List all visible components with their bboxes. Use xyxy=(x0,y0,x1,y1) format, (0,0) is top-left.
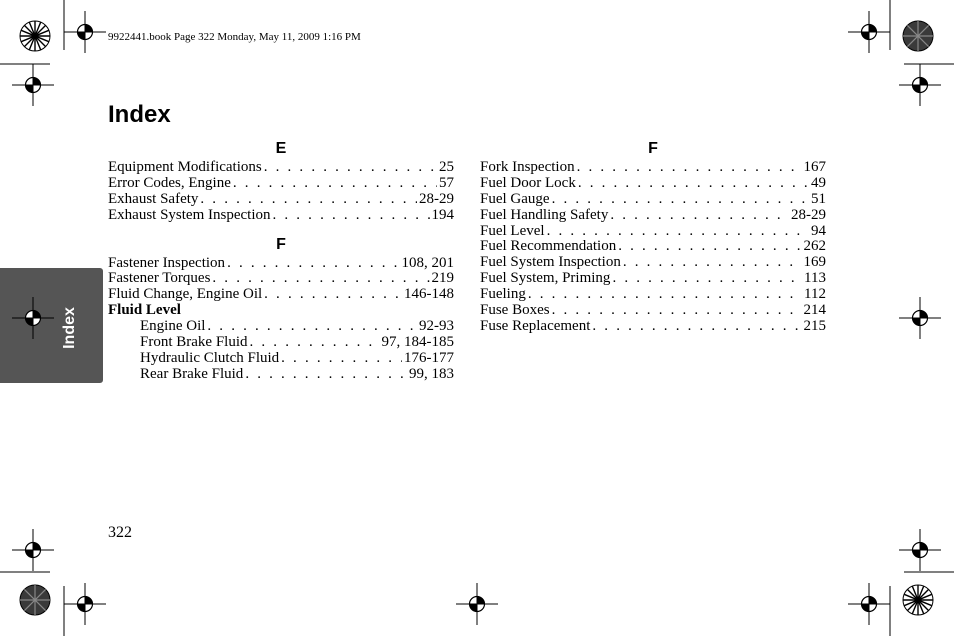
entry-term: Fuel System, Priming xyxy=(480,270,611,287)
starburst-target-icon xyxy=(903,585,933,615)
section-letter: F xyxy=(648,140,658,157)
index-entry xyxy=(480,303,826,319)
entry-term: Fuel System Inspection xyxy=(480,254,621,271)
leader-dots xyxy=(264,160,437,176)
entry-term: Engine Oil xyxy=(140,318,206,335)
index-entry xyxy=(480,287,826,303)
index-entry xyxy=(108,176,454,192)
registration-crosshair-icon xyxy=(456,583,498,625)
entry-page: 25 xyxy=(439,159,454,175)
entry-page: 28-29 xyxy=(791,206,826,223)
index-column-right xyxy=(480,138,826,335)
entry-term: Exhaust Safety xyxy=(108,190,199,207)
entry-term: Equipment Modifications xyxy=(108,159,262,175)
entry-page: 113 xyxy=(804,270,826,287)
section-letter: E xyxy=(275,140,287,157)
entry-page: 112 xyxy=(804,286,826,303)
entry-page: 108, 201 xyxy=(401,254,454,271)
entry-term: Fastener Inspection xyxy=(108,254,226,271)
leader-dots xyxy=(618,239,801,255)
entry-page: 99, 183 xyxy=(409,365,454,382)
registration-crosshair-icon xyxy=(12,529,54,571)
leader-dots xyxy=(577,160,802,176)
leader-dots xyxy=(207,319,417,335)
index-entry xyxy=(108,192,454,208)
leader-dots xyxy=(250,335,380,351)
entry-term: Fuel Handling Safety xyxy=(480,206,609,223)
leader-dots xyxy=(272,208,429,224)
index-entry xyxy=(480,176,826,192)
registration-crosshair-icon xyxy=(12,297,54,339)
starburst-target-icon xyxy=(20,21,50,51)
index-entry xyxy=(108,287,454,303)
registration-crosshair-icon xyxy=(848,583,890,625)
entry-term: Rear Brake Fluid xyxy=(140,365,244,382)
leader-dots xyxy=(552,303,802,319)
leader-dots xyxy=(212,271,429,287)
index-subentry xyxy=(108,319,454,335)
section-letter: F xyxy=(276,235,286,253)
entry-term: Front Brake Fluid xyxy=(140,334,248,351)
entry-page: 28-29 xyxy=(419,190,454,207)
registration-crosshair-icon xyxy=(64,11,106,53)
entry-page: 194 xyxy=(431,206,454,223)
leader-dots xyxy=(547,224,809,240)
index-entry xyxy=(480,224,826,240)
entry-term: Error Codes, Engine xyxy=(108,174,231,191)
registration-crosshair-icon xyxy=(899,64,941,106)
side-tab-label: Index xyxy=(61,307,78,349)
leader-dots xyxy=(578,176,809,192)
page-number: 322 xyxy=(108,524,132,541)
leader-dots xyxy=(612,271,802,287)
entry-term: Fastener Torques xyxy=(108,270,211,287)
entry-term: Fuse Boxes xyxy=(480,302,550,319)
entry-page: 262 xyxy=(803,238,826,255)
registration-crosshair-icon xyxy=(848,11,890,53)
index-entry xyxy=(480,319,826,335)
entry-page: 57 xyxy=(439,174,454,191)
leader-dots xyxy=(528,287,802,303)
entry-term: Fuel Door Lock xyxy=(480,174,576,191)
index-column-left xyxy=(108,138,454,383)
entry-term: Fuse Replacement xyxy=(480,317,591,334)
index-entry xyxy=(480,160,826,176)
index-entry xyxy=(480,271,826,287)
index-subentry xyxy=(108,351,454,367)
entry-page: 176-177 xyxy=(404,349,454,366)
entry-page: 51 xyxy=(811,190,826,207)
index-subentry xyxy=(108,335,454,351)
registration-crosshair-icon xyxy=(64,583,106,625)
entry-term: Fuel Recommendation xyxy=(480,238,617,255)
index-heading-entry: Fluid Level xyxy=(108,302,181,319)
entry-page: 97, 184-185 xyxy=(381,334,454,351)
entry-term: Exhaust System Inspection xyxy=(108,206,271,223)
starburst-target-icon xyxy=(903,21,933,51)
index-entry xyxy=(480,192,826,208)
entry-page: 169 xyxy=(803,254,826,271)
index-subentry xyxy=(108,367,454,383)
leader-dots xyxy=(233,176,437,192)
leader-dots xyxy=(623,255,802,271)
leader-dots xyxy=(264,287,402,303)
index-entry xyxy=(108,256,454,272)
index-entry xyxy=(108,208,454,224)
entry-term: Fuel Gauge xyxy=(480,190,550,207)
index-entry xyxy=(108,160,454,176)
leader-dots xyxy=(610,208,789,224)
index-entry xyxy=(480,255,826,271)
index-entry xyxy=(108,271,454,287)
entry-term: Hydraulic Clutch Fluid xyxy=(140,349,280,366)
index-entry xyxy=(480,239,826,255)
page-title: Index xyxy=(108,101,171,128)
print-header-line: 9922441.book Page 322 Monday, May 11, 2009 1:16 PM xyxy=(108,31,361,43)
registration-crosshair-icon xyxy=(899,529,941,571)
entry-term: Fuel Level xyxy=(480,222,545,239)
entry-term: Fluid Change, Engine Oil xyxy=(108,286,263,303)
leader-dots xyxy=(245,367,407,383)
entry-page: 49 xyxy=(811,174,826,191)
leader-dots xyxy=(227,256,399,272)
entry-page: 214 xyxy=(803,302,826,319)
index-entry xyxy=(480,208,826,224)
entry-page: 215 xyxy=(803,317,826,334)
leader-dots xyxy=(552,192,809,208)
entry-term: Fueling xyxy=(480,286,526,303)
starburst-target-icon xyxy=(20,585,50,615)
registration-crosshair-icon xyxy=(899,297,941,339)
leader-dots xyxy=(200,192,417,208)
entry-term: Fork Inspection xyxy=(480,159,575,175)
entry-page: 94 xyxy=(811,222,826,239)
entry-page: 219 xyxy=(431,270,454,287)
leader-dots xyxy=(281,351,402,367)
entry-page: 92-93 xyxy=(419,318,454,335)
entry-page: 146-148 xyxy=(404,286,454,303)
leader-dots xyxy=(592,319,801,335)
registration-crosshair-icon xyxy=(12,64,54,106)
entry-page: 167 xyxy=(803,159,826,175)
